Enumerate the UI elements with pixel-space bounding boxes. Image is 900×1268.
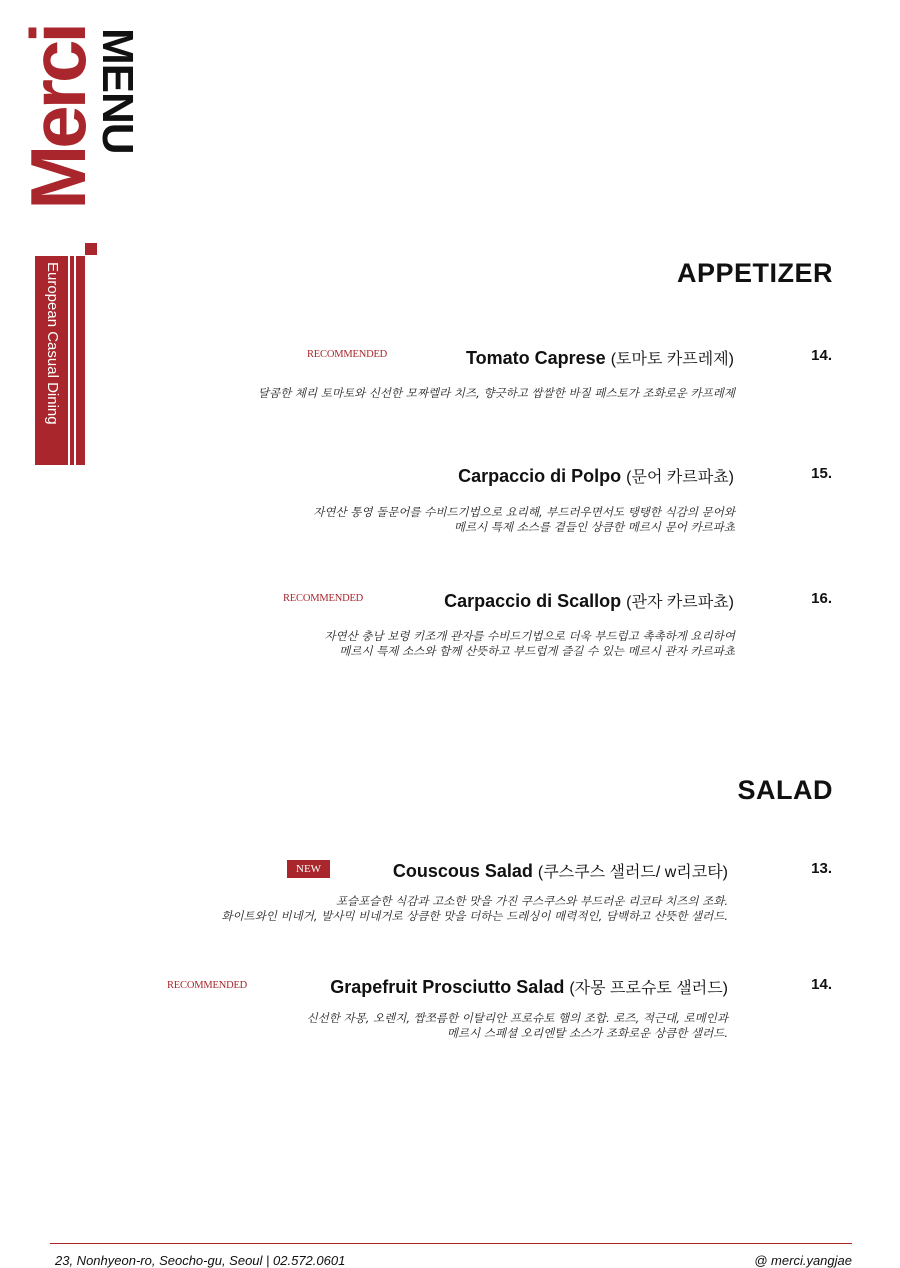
item-price: 14.: [811, 347, 832, 364]
item-price: 16.: [811, 590, 832, 607]
footer-address: 23, Nonhyeon-ro, Seocho-gu, Seoul | 02.572.0601: [55, 1253, 346, 1268]
item-price: 15.: [811, 465, 832, 482]
brand-logo: Merci: [14, 26, 102, 210]
brand-bar-stripe: [74, 256, 76, 465]
item-description: 포슬포슬한 식감과 고소한 맛을 가진 쿠스쿠스와 부드러운 리코타 치즈의 조화. 화이트와인 비네거, 발사믹 비네거로 상큼한 맛을 더하는 드레싱이 매력적인, 담백하고 산뜻한 샐러드.: [221, 894, 728, 923]
item-description: 자연산 충남 보령 키조개 관자를 수비드기법으로 더욱 부드럽고 촉촉하게 요리하여 메르시 특제 소스와 함께 산뜻하고 부드럽게 즐길 수 있는 메르시 관자 카르파쵸: [324, 629, 735, 658]
item-description: 자연산 통영 돌문어를 수비드기법으로 요리해, 부드러우면서도 탱탱한 식감의 문어와 메르시 특제 소스를 곁들인 상큼한 메르시 문어 카르파쵸: [313, 505, 735, 534]
menu-item-title: [458, 464, 734, 487]
item-korean-name: (관자 카르파쵸): [626, 594, 734, 611]
footer-social-handle[interactable]: @ merci.yangjae: [754, 1253, 852, 1268]
new-badge: NEW: [287, 860, 330, 878]
item-name: Carpaccio di Polpo: [458, 466, 622, 486]
brand-bar-stripe: [68, 256, 70, 465]
item-korean-name: (자몽 프로슈토 샐러드): [569, 980, 728, 997]
item-name: Grapefruit Prosciutto Salad: [330, 977, 565, 997]
item-korean-name: (쿠스쿠스 샐러드/ w리코타): [537, 864, 728, 881]
item-price: 14.: [811, 976, 832, 993]
recommended-badge: RECOMMENDED: [167, 980, 248, 991]
item-description: 신선한 자몽, 오렌지, 짭쪼름한 이탈리안 프로슈토 햄의 조합. 로즈, 적근대, 로메인과 메르시 스페셜 오리엔탈 소스가 조화로운 상큼한 샐러드.: [306, 1011, 728, 1040]
menu-item-title: [444, 589, 734, 612]
menu-label: MENU: [93, 28, 142, 154]
menu-item-title: [330, 975, 728, 998]
item-name: Couscous Salad: [392, 861, 533, 881]
recommended-badge: RECOMMENDED: [283, 593, 364, 604]
section-title-appetizer: APPETIZER: [676, 258, 833, 288]
recommended-badge: RECOMMENDED: [307, 349, 388, 360]
item-korean-name: (토마토 카프레제): [610, 351, 734, 368]
menu-item-title: [466, 346, 734, 369]
section-title-salad: SALAD: [737, 775, 833, 805]
item-description: 달콤한 체리 토마토와 신선한 모짜렐라 치즈, 향긋하고 쌉쌀한 바질 페스토가 조화로운 카프레제: [257, 386, 735, 400]
menu-item-title: [393, 859, 728, 882]
item-price: 13.: [811, 860, 832, 877]
logo-dot: [85, 243, 97, 255]
item-name: Tomato Caprese: [465, 348, 606, 368]
item-name: Carpaccio di Scallop: [444, 591, 622, 611]
item-korean-name: (문어 카르파쵸): [626, 469, 734, 486]
brand-tagline: European Casual Dining: [44, 262, 61, 425]
footer-divider: [50, 1243, 852, 1244]
